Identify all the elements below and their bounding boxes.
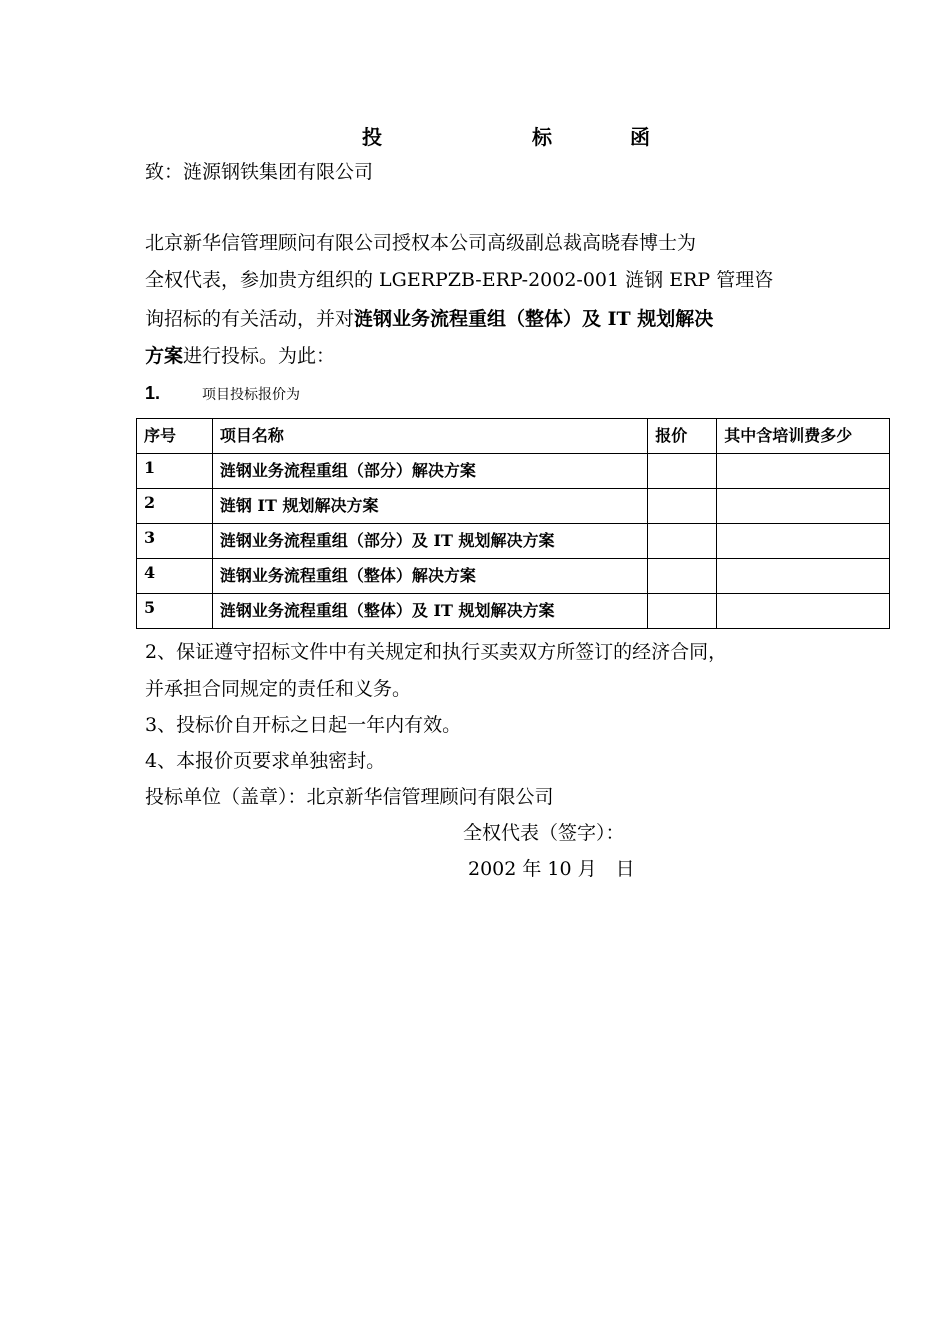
clause-4: 4、本报价页要求单独密封。 xyxy=(145,750,386,772)
row-price xyxy=(648,594,717,629)
row-name: 涟钢业务流程重组（部分）及 IT 规划解决方案 xyxy=(212,524,647,559)
row-training xyxy=(717,524,890,559)
bidder-line: 投标单位（盖章）：北京新华信管理顾问有限公司 xyxy=(145,786,554,808)
section-1-heading xyxy=(145,384,300,402)
row-no: 3 xyxy=(137,524,213,559)
title-char-2: 标 xyxy=(532,125,552,149)
body-line-3-normal: 询招标的有关活动，并对 xyxy=(145,308,355,330)
row-price xyxy=(648,559,717,594)
table-row xyxy=(137,524,890,559)
addressee: 致：涟源钢铁集团有限公司 xyxy=(145,161,374,183)
row-name: 涟钢业务流程重组（整体）解决方案 xyxy=(212,559,647,594)
header-name: 项目名称 xyxy=(212,419,647,454)
clause-2-line-1: 2、保证遵守招标文件中有关规定和执行买卖双方所签订的经济合同， xyxy=(145,641,728,663)
row-no: 2 xyxy=(137,489,213,524)
header-no: 序号 xyxy=(137,419,213,454)
row-training xyxy=(717,454,890,489)
table-header-row xyxy=(137,419,890,454)
body-line-1: 北京新华信管理顾问有限公司授权本公司高级副总裁高晓春博士为 xyxy=(145,232,697,254)
table-row xyxy=(137,454,890,489)
body-line-4-bold: 方案 xyxy=(145,345,184,367)
header-price: 报价 xyxy=(648,419,717,454)
clause-3: 3、投标价自开标之日起一年内有效。 xyxy=(145,714,462,736)
row-training xyxy=(717,594,890,629)
quote-table xyxy=(136,418,890,629)
row-price xyxy=(648,454,717,489)
row-no: 1 xyxy=(137,454,213,489)
document-title xyxy=(362,127,650,147)
row-price xyxy=(648,489,717,524)
title-char-1: 投 xyxy=(362,125,382,149)
table-row xyxy=(137,594,890,629)
row-name: 涟钢业务流程重组（整体）及 IT 规划解决方案 xyxy=(212,594,647,629)
section-1-caption: 项目投标报价为 xyxy=(202,387,301,403)
table-row xyxy=(137,489,890,524)
header-training: 其中含培训费多少 xyxy=(717,419,890,454)
signature-date: 2002 年 10 月 日 xyxy=(468,858,635,880)
row-no: 4 xyxy=(137,559,213,594)
row-training xyxy=(717,559,890,594)
representative-signature: 全权代表（签字）： xyxy=(463,822,625,844)
body-line-2: 全权代表，参加贵方组织的 LGERPZB-ERP-2002-001 涟钢 ERP 管理咨 xyxy=(145,269,774,291)
section-1-number: 1. xyxy=(145,383,161,403)
row-name: 涟钢 IT 规划解决方案 xyxy=(212,489,647,524)
row-name: 涟钢业务流程重组（部分）解决方案 xyxy=(212,454,647,489)
row-no: 5 xyxy=(137,594,213,629)
title-char-3: 函 xyxy=(630,125,650,149)
row-training xyxy=(717,489,890,524)
body-line-4-normal: 进行投标。为此： xyxy=(183,345,336,367)
clause-2-line-2: 并承担合同规定的责任和义务。 xyxy=(145,678,412,700)
row-price xyxy=(648,524,717,559)
body-line-3 xyxy=(145,310,713,329)
body-line-4 xyxy=(145,347,335,366)
body-line-3-bold: 涟钢业务流程重组（整体）及 IT 规划解决 xyxy=(354,308,714,330)
table-row xyxy=(137,559,890,594)
